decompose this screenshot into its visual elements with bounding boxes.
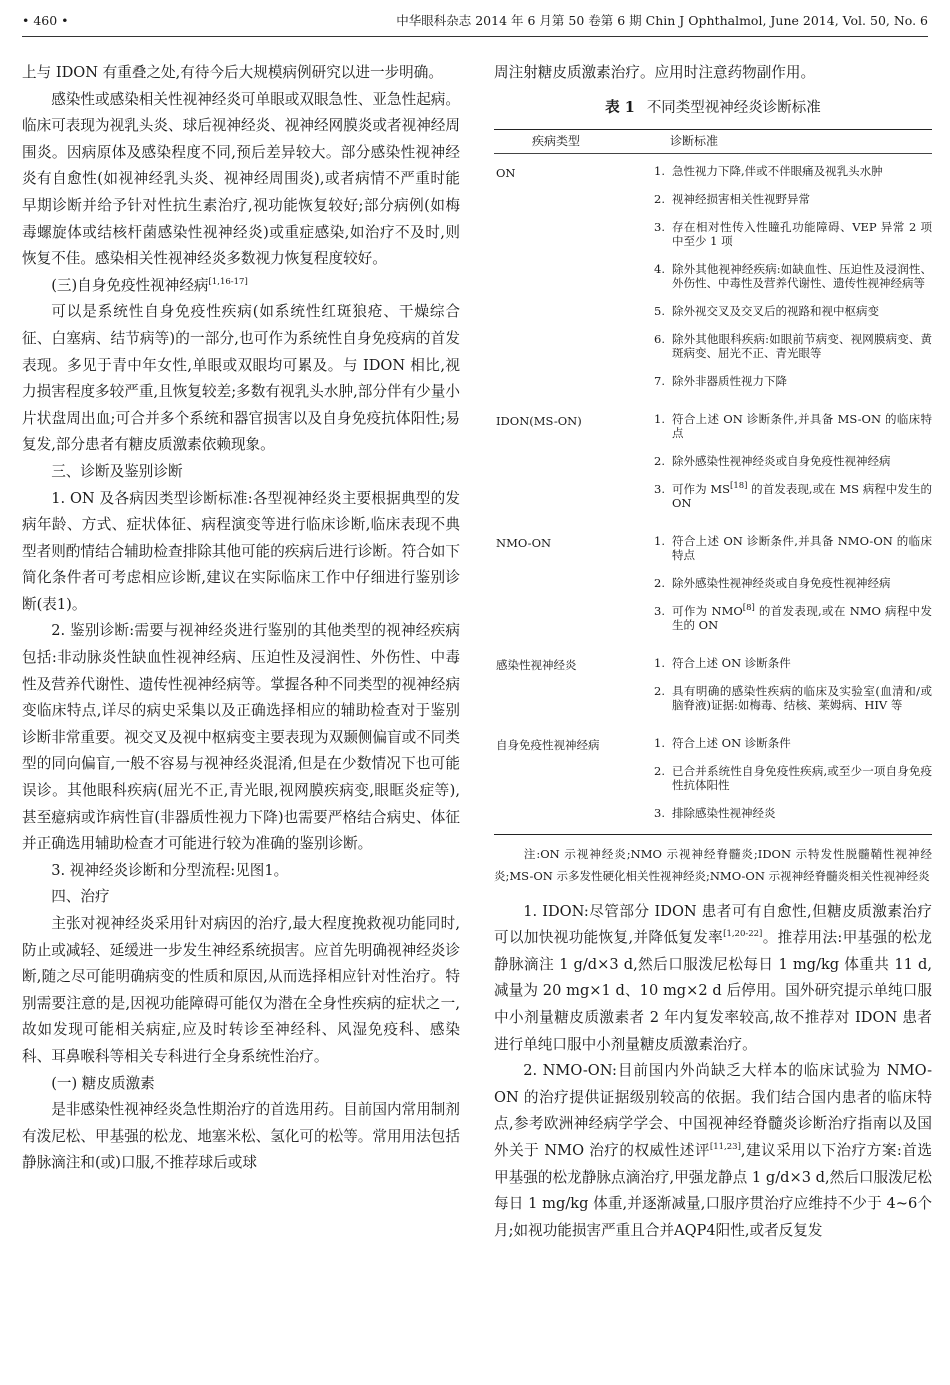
criterion-text: 符合上述 ON 诊断条件 — [672, 735, 791, 750]
running-header — [22, 10, 928, 32]
criterion-number: 3. — [654, 805, 665, 820]
criterion-text: 具有明确的感染性疾病的临床及实验室(血清和/或脑脊液)证据:如梅毒、结核、莱姆病、HIV 等 — [672, 683, 932, 712]
criterion-text: 除外视交叉及交叉后的视路和视中枢病变 — [672, 303, 879, 318]
criterion-item — [654, 482, 932, 510]
criterion-text: 除外其他眼科疾病:如眼前节病变、视网膜病变、黄斑病变、屈光不正、青光眼等 — [672, 331, 932, 360]
criterion-number: 2. — [654, 683, 665, 698]
left-column — [22, 60, 460, 1380]
col-header-criteria: 诊断标准 — [670, 133, 719, 148]
criterion-number: 2. — [654, 453, 665, 468]
criterion-text: 符合上述 ON 诊断条件,并具备 NMO-ON 的临床特点 — [672, 533, 932, 562]
disease-type-cell: NMO-ON — [496, 535, 552, 550]
table-row — [494, 524, 932, 646]
criterion-text: 除外非器质性视力下降 — [672, 373, 787, 388]
criterion-text: 存在相对性传入性瞳孔功能障碍、VEP 异常 2 项中至少 1 项 — [672, 219, 932, 248]
criterion-text: 除外感染性视神经炎或自身免疫性视神经病 — [672, 575, 891, 590]
criterion-item — [654, 262, 932, 290]
criterion-text: 除外其他视神经疾病:如缺血性、压迫性及浸润性、外伤性、中毒性及营养代谢性、遗传性视神经病等 — [672, 261, 932, 290]
disease-type-cell: 感染性视神经炎 — [496, 657, 577, 672]
citation: [11,23] — [709, 1142, 741, 1153]
criterion-text: 可作为 NMO[8] 的首发表现,或在 NMO 病程中发生的 ON — [672, 602, 932, 632]
criterion-item — [654, 332, 932, 360]
body-paragraph: 感染性或感染相关性视神经炎可单眼或双眼急性、亚急性起病。临床可表现为视乳头炎、球后视神经炎、视神经网膜炎或者视神经周围炎。因病原体及感染程度不同,预后差异较大。部分感染性视神经炎有自愈性(如视神经乳头炎、视神经周围炎),或者病情不严重时能早期诊断并给予针对性抗生素治疗,视功能恢复较好;部分病例(如梅毒螺旋体或结核杆菌感染性视神经炎)或重症感染,如治疗不及时,则恢复不佳。感染相关性视神经炎多数视力恢复程度较好。 — [22, 90, 460, 268]
table-body — [494, 154, 932, 834]
criterion-number: 3. — [654, 481, 665, 496]
disease-type-cell: 自身免疫性视神经病 — [496, 737, 600, 752]
criterion-item — [654, 304, 932, 318]
body-paragraph: 1. ON 及各病因类型诊断标准:各型视神经炎主要根据典型的发病年龄、方式、症状体征、病程演变等进行临床诊断,临床表现不典型者则酌情结合辅助检查排除其他可能的疾病后进行诊断。符合如下简化条件者可考虑相应诊断,建议在实际临床工作中仔细进行鉴别诊断(表1)。 — [22, 489, 460, 613]
criteria-cell — [654, 154, 932, 402]
body-paragraph: 是非感染性视神经炎急性期治疗的首选用药。目前国内常用制剂有泼尼松、甲基强的松龙、地塞米松、氢化可的松等。常用用法包括静脉滴注和(或)口服,不推荐球后或球 — [22, 1101, 460, 1172]
body-paragraph: 2. 鉴别诊断:需要与视神经炎进行鉴别的其他类型的视神经疾病包括:非动脉炎性缺血性视神经病、压迫性及浸润性、外伤性、中毒性及营养代谢性、遗传性视神经病等。掌握各种不同类型的视神经病变临床特点,详尽的病史采集以及正确选择相应的辅助检查对于鉴别诊断非常重要。视交叉及视中枢病变主要表现为双颞侧偏盲或不同类型的同向偏盲,一般不容易与视神经炎混淆,但是在少数情况下也可能误诊。其他眼科疾病(屈光不正,青光眼,视网膜疾病变,眼眶炎症等),甚至癔病或诈病性盲(非器质性视力下降)也需要严格结合病史、体征并正确选用辅助检查才可能进行较为准确的鉴别诊断。 — [22, 622, 460, 853]
section-heading: 三、诊断及鉴别诊断 — [51, 462, 183, 480]
criterion-item — [654, 534, 932, 562]
criterion-number: 2. — [654, 575, 665, 590]
body-paragraph: 上与 IDON 有重叠之处,有待今后大规模病例研究以进一步明确。 — [22, 64, 443, 81]
criteria-cell — [654, 524, 932, 646]
table-row — [494, 726, 932, 834]
body-paragraph: 2. NMO-ON:目前国内外尚缺乏大样本的临床试验为 NMO-ON 的治疗提供证据级别较高的依据。我们结合国内患者的临床特点,参考欧洲神经病学学会、中国视神经脊髓炎诊断治疗指南以及国外关于 NMO 治疗的权威性述评[11,23],建议采用以下治疗方案:首选甲基强的松龙静脉点滴治疗,甲强龙静点 1 g/d×3 d,然后口服泼尼松每日 1 mg/kg 体重,并逐渐减量,口服序贯治疗应维持不少于 4~6个月;如视功能损害严重且合并AQP4阳性,或者反复发 — [494, 1062, 932, 1239]
table-row — [494, 646, 932, 726]
col-header-type: 疾病类型 — [532, 133, 581, 148]
criterion-item — [654, 220, 932, 248]
diagnosis-table — [494, 129, 932, 835]
criterion-number: 5. — [654, 303, 665, 318]
criterion-text: 已合并系统性自身免疫性疾病,或至少一项自身免疫性抗体阳性 — [672, 763, 932, 792]
criterion-item — [654, 656, 932, 670]
criterion-item — [654, 412, 932, 440]
citation: [8] — [742, 602, 755, 613]
table-header — [494, 130, 932, 154]
body-paragraph: 1. IDON:尽管部分 IDON 患者可有自愈性,但糖皮质激素治疗可以加快视功能恢复,并降低复发率[1,20-22]。推荐用法:甲基强的松龙静脉滴注 1 g/d×3 d,然后口服泼尼松每日 1 mg/kg 体重共 11 d,减量为 20 mg×1 d、10 mg×2 d 后停用。国外研究提示单纯口服中小剂量糖皮质激素者 2 年内复发率较高,故不推荐对 IDON 患者进行单纯口服中小剂量糖皮质激素治疗。 — [494, 902, 932, 1053]
header-rule — [22, 36, 928, 37]
disease-type-cell: ON — [496, 165, 516, 180]
right-continuation: 周注射糖皮质激素治疗。应用时注意药物副作用。 — [494, 64, 816, 81]
criterion-number: 4. — [654, 261, 665, 276]
criterion-item — [654, 684, 932, 712]
criterion-item — [654, 764, 932, 792]
body-paragraph: 3. 视神经炎诊断和分型流程:见图1。 — [51, 861, 289, 879]
right-body — [494, 899, 932, 1245]
criterion-text: 可作为 MS[18] 的首发表现,或在 MS 病程中发生的 ON — [672, 480, 932, 510]
criteria-cell — [654, 646, 932, 726]
criterion-item — [654, 576, 932, 590]
criterion-item — [654, 604, 932, 632]
criterion-number: 2. — [654, 763, 665, 778]
criterion-item — [654, 454, 932, 468]
section-heading: (一) 糖皮质激素 — [51, 1074, 155, 1092]
criterion-number: 1. — [654, 735, 665, 750]
criterion-number: 1. — [654, 533, 665, 548]
criterion-text: 排除感染性视神经炎 — [672, 805, 776, 820]
criterion-number: 1. — [654, 163, 665, 178]
disease-type-cell: IDON(MS-ON) — [496, 413, 582, 428]
criterion-item — [654, 374, 932, 388]
criterion-number: 3. — [654, 219, 665, 234]
criterion-text: 急性视力下降,伴或不伴眼痛及视乳头水肿 — [672, 163, 883, 178]
criterion-number: 3. — [654, 603, 665, 618]
criterion-item — [654, 164, 932, 178]
section-heading: (三)自身免疫性视神经病[1,16-17] — [51, 276, 248, 294]
criterion-number: 1. — [654, 655, 665, 670]
criteria-cell — [654, 402, 932, 524]
criterion-text: 符合上述 ON 诊断条件,并具备 MS-ON 的临床特点 — [672, 411, 932, 440]
criterion-item — [654, 806, 932, 820]
criterion-number: 1. — [654, 411, 665, 426]
criteria-cell — [654, 726, 932, 834]
table-caption — [494, 97, 932, 119]
criterion-item — [654, 736, 932, 750]
criterion-text: 视神经损害相关性视野异常 — [672, 191, 810, 206]
table-row — [494, 402, 932, 524]
page-number: • 460 • — [22, 13, 69, 28]
table-row — [494, 154, 932, 402]
table-label: 表 1 — [605, 98, 635, 116]
criterion-text: 除外感染性视神经炎或自身免疫性视神经病 — [672, 453, 891, 468]
criterion-text: 符合上述 ON 诊断条件 — [672, 655, 791, 670]
body-paragraph: 主张对视神经炎采用针对病因的治疗,最大程度挽救视功能同时,防止或减轻、延缓进一步发生神经系统损害。应首先明确视神经炎诊断,随之尽可能明确病变的性质和原因,从而选择相应针对性治疗。特别需要注意的是,因视功能障碍可能仅为潜在全身性疾病的症状之一,故如发现可能相关病症,应及时转诊至神经科、风湿免疫科、感染科、耳鼻喉科等相关专科进行全身系统性治疗。 — [22, 915, 460, 1065]
criterion-number: 7. — [654, 373, 665, 388]
citation: [18] — [730, 480, 748, 491]
citation: [1,16-17] — [208, 276, 248, 287]
journal-citation: 中华眼科杂志 2014 年 6 月第 50 卷第 6 期 Chin J Ophthalmol, June 2014, Vol. 50, No. 6 — [396, 13, 928, 28]
citation: [1,20-22] — [723, 929, 763, 940]
body-paragraph: 可以是系统性自身免疫性疾病(如系统性红斑狼疮、干燥综合征、白塞病、结节病等)的一部分,也可作为系统性自身免疫病的首发表现。多见于青中年女性,单眼或双眼均可累及。与 IDON 相比,视力损害程度多较严重,且恢复较差;多数有视乳头水肿,部分伴有少量小片状盘周出血;可合并多个系统和器官损害以及自身免疫抗体阳性;易复发,部分患者有糖皮质激素依赖现象。 — [22, 303, 460, 454]
right-column — [494, 60, 932, 1380]
criterion-number: 2. — [654, 191, 665, 206]
table-title: 不同类型视神经炎诊断标准 — [646, 99, 821, 116]
section-heading: 四、治疗 — [51, 888, 110, 906]
criterion-number: 6. — [654, 331, 665, 346]
table-note: 注:ON 示视神经炎;NMO 示视神经脊髓炎;IDON 示特发性脱髓鞘性视神经炎;MS-ON 示多发性硬化相关性视神经炎;NMO-ON 示视神经脊髓炎相关性视神经炎 — [494, 846, 932, 883]
criterion-item — [654, 192, 932, 206]
